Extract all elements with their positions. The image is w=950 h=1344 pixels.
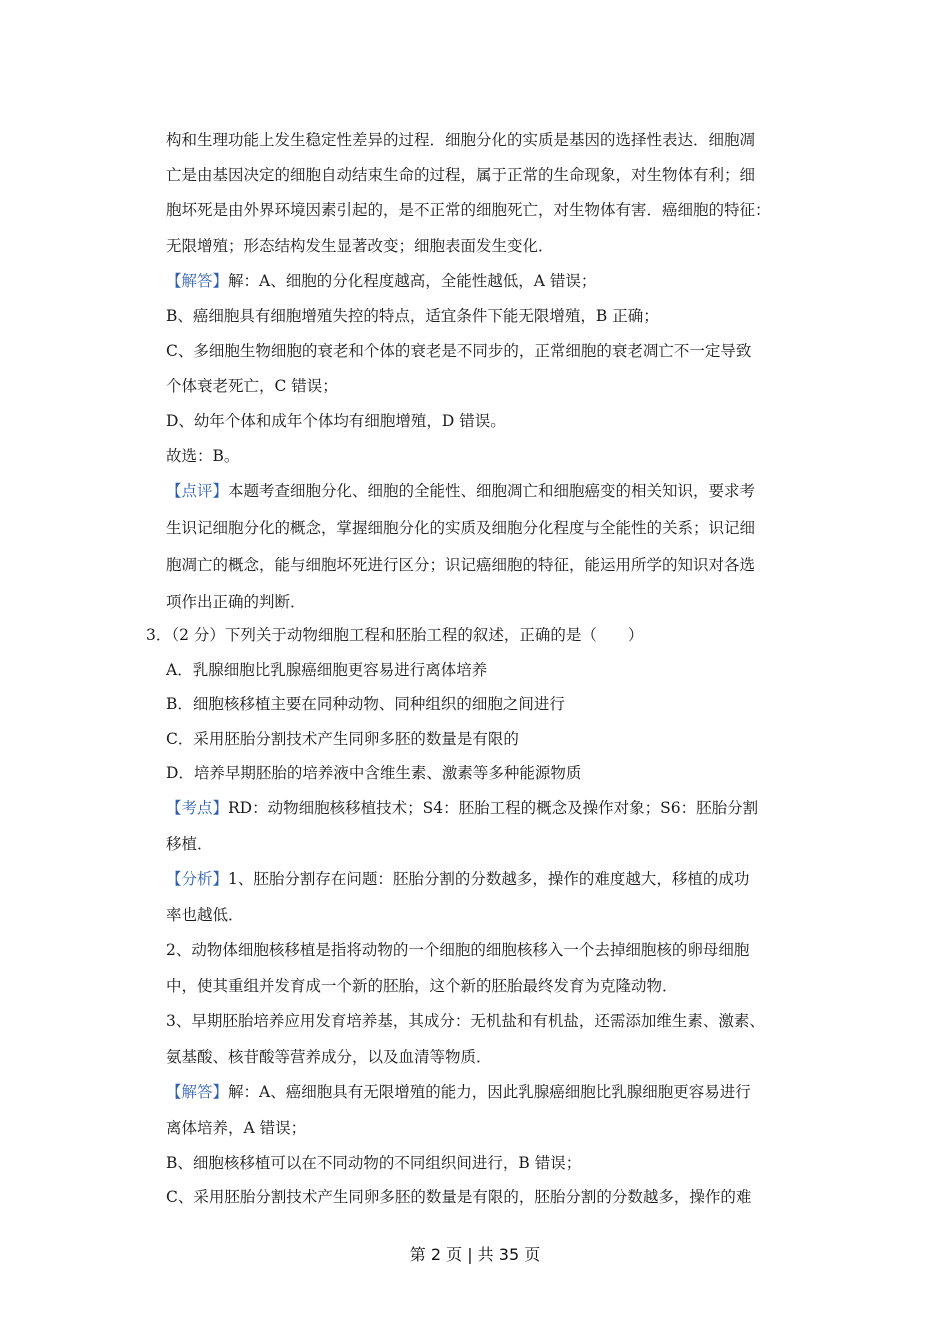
comment-line: 项作出正确的判断． bbox=[166, 593, 306, 611]
jieda-line: B、细胞核移植可以在不同动物的不同组织间进行，B 错误； bbox=[166, 1154, 582, 1172]
fenxi-line: 率也越低． bbox=[166, 906, 244, 924]
fenxi-text: 1、胚胎分割存在问题：胚胎分割的分数越多，操作的难度越大，移植的成功 bbox=[228, 870, 750, 888]
fenxi-line: 氨基酸、核苷酸等营养成分，以及血清等物质． bbox=[166, 1048, 492, 1066]
jieda-line: C、采用胚胎分割技术产生同卵多胚的数量是有限的，胚胎分割的分数越多，操作的难 bbox=[166, 1188, 752, 1206]
jieda-line bbox=[166, 1082, 751, 1102]
solution-line: 个体衰老死亡，C 错误； bbox=[166, 377, 338, 395]
comment-line bbox=[166, 481, 755, 501]
analysis-line: 无限增殖；形态结构发生显著改变；细胞表面发生变化． bbox=[166, 237, 554, 255]
solution-line: B、癌细胞具有细胞增殖失控的特点，适宜条件下能无限增殖，B 正确； bbox=[166, 307, 659, 325]
analysis-line: 亡是由基因决定的细胞自动结束生命的过程，属于正常的生命现象，对生物体有利；细 bbox=[166, 166, 756, 184]
fenxi-line: 中，使其重组并发育成一个新的胚胎，这个新的胚胎最终发育为克隆动物． bbox=[166, 977, 678, 995]
solution-tag: 【解答】 bbox=[166, 272, 229, 290]
fenxi-line: 2、动物体细胞核移植是指将动物的一个细胞的细胞核移入一个去掉细胞核的卵母细胞 bbox=[166, 941, 750, 959]
page-footer: 第 2 页 | 共 35 页 bbox=[409, 1245, 541, 1264]
fenxi-tag: 【分析】 bbox=[166, 870, 229, 888]
option-b: B．细胞核移植主要在同种动物、同种组织的细胞之间进行 bbox=[166, 695, 565, 713]
comment-tag: 【点评】 bbox=[166, 482, 229, 500]
comment-text: 本题考查细胞分化、细胞的全能性、细胞凋亡和细胞癌变的相关知识，要求考 bbox=[228, 482, 756, 500]
analysis-line: 构和生理功能上发生稳定性差异的过程．细胞分化的实质是基因的选择性表达．细胞凋 bbox=[166, 131, 756, 149]
jieda-line: 离体培养，A 错误； bbox=[166, 1119, 307, 1137]
kaodian-line: 移植． bbox=[166, 835, 213, 853]
kaodian-line bbox=[166, 798, 758, 818]
option-a: A．乳腺细胞比乳腺癌细胞更容易进行离体培养 bbox=[166, 661, 488, 679]
option-d: D．培养早期胚胎的培养液中含维生素、激素等多种能源物质 bbox=[166, 764, 582, 782]
kaodian-text: RD：动物细胞核移植技术；S4：胚胎工程的概念及操作对象；S6：胚胎分割 bbox=[228, 799, 759, 817]
solution-line bbox=[166, 271, 596, 291]
question-stem: 3．（2 分）下列关于动物细胞工程和胚胎工程的叙述，正确的是（ ） bbox=[146, 626, 644, 644]
kaodian-tag: 【考点】 bbox=[166, 799, 229, 817]
comment-line: 胞凋亡的概念，能与细胞坏死进行区分；识记癌细胞的特征，能运用所学的知识对各选 bbox=[166, 556, 756, 574]
final-choice-line: 故选：B。 bbox=[166, 447, 240, 465]
fenxi-line bbox=[166, 869, 749, 889]
comment-line: 生识记细胞分化的概念，掌握细胞分化的实质及细胞分化程度与全能性的关系；识记细 bbox=[166, 519, 756, 537]
option-c: C．采用胚胎分割技术产生同卵多胚的数量是有限的 bbox=[166, 730, 519, 748]
fenxi-line: 3、早期胚胎培养应用发育培养基，其成分：无机盐和有机盐，还需添加维生素、激素、 bbox=[166, 1012, 765, 1030]
jieda-text: 解：A、癌细胞具有无限增殖的能力，因此乳腺癌细胞比乳腺细胞更容易进行 bbox=[228, 1083, 751, 1101]
solution-line: D、幼年个体和成年个体均有细胞增殖，D 错误。 bbox=[166, 412, 506, 430]
analysis-line: 胞坏死是由外界环境因素引起的，是不正常的细胞死亡，对生物体有害．癌细胞的特征： bbox=[166, 201, 771, 219]
solution-text: 解：A、细胞的分化程度越高，全能性越低，A 错误； bbox=[228, 272, 597, 290]
solution-line: C、多细胞生物细胞的衰老和个体的衰老是不同步的，正常细胞的衰老凋亡不一定导致 bbox=[166, 342, 752, 360]
jieda-tag: 【解答】 bbox=[166, 1083, 229, 1101]
